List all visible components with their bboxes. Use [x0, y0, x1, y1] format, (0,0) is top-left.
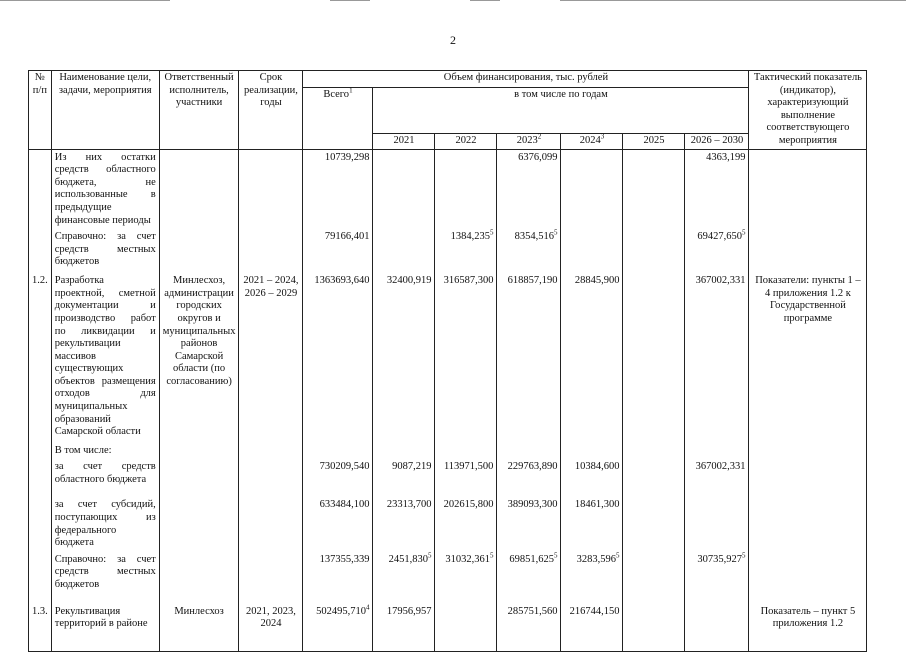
row-value-2025 — [623, 229, 685, 273]
row-term: 2021, 2023, 2024 — [239, 604, 303, 652]
scan-edge-line — [470, 0, 500, 1]
row-responsible — [159, 149, 239, 229]
row-value-2026-2030 — [685, 497, 749, 551]
row-value-2024: 28845,900 — [561, 273, 623, 459]
row-value-2022: 31032,361$^5$ — [435, 552, 497, 604]
row-value-2025 — [623, 273, 685, 459]
financing-table — [28, 70, 867, 652]
header-number: № п/п — [29, 71, 52, 150]
header-year: 2025 — [623, 133, 685, 149]
table-row — [29, 552, 867, 604]
row-value-2023: 229763,890 — [497, 459, 561, 497]
row-value-2025 — [623, 552, 685, 604]
row-number — [29, 497, 52, 551]
header-year: 2021 — [373, 133, 435, 149]
row-term — [239, 229, 303, 273]
row-value-2024 — [561, 149, 623, 229]
row-responsible: Минлесхоз, администрации городских округов и муниципальных районов Самарской области (по согласованию) — [159, 273, 239, 459]
table-body — [29, 149, 867, 652]
row-value-2023: 69851,625$^5$ — [497, 552, 561, 604]
table-row — [29, 229, 867, 273]
row-name: Рекультивация территорий в районе — [51, 604, 159, 652]
row-total: 1363693,640 — [303, 273, 373, 459]
row-note: В том числе: — [54, 444, 112, 456]
page-number: 2 — [450, 33, 456, 47]
scan-edge-line — [0, 0, 170, 1]
row-value-2022: 202615,800 — [435, 497, 497, 551]
header-by-years: в том числе по годам — [373, 88, 749, 134]
row-value-2025 — [623, 604, 685, 652]
row-value-2021 — [373, 149, 435, 229]
table-row — [29, 149, 867, 229]
row-value-2021: 23313,700 — [373, 497, 435, 551]
row-responsible — [159, 497, 239, 551]
row-number — [29, 459, 52, 497]
row-indicator — [749, 497, 867, 551]
row-value-2021: 9087,219 — [373, 459, 435, 497]
row-number: 1.3. — [29, 604, 52, 652]
row-value-2024: 18461,300 — [561, 497, 623, 551]
row-name: за счет субсидий, поступающих из федерального бюджета — [51, 497, 159, 551]
row-value-2024 — [561, 229, 623, 273]
row-total: 137355,339 — [303, 552, 373, 604]
row-responsible — [159, 552, 239, 604]
row-name: Справочно: за счет средств местных бюджетов — [51, 552, 159, 604]
row-indicator — [749, 229, 867, 273]
header-total: Всего$^1$ — [303, 88, 373, 150]
row-value-2023: 389093,300 — [497, 497, 561, 551]
row-responsible — [159, 229, 239, 273]
row-value-2023: 8354,516$^5$ — [497, 229, 561, 273]
row-number — [29, 229, 52, 273]
row-value-2025 — [623, 149, 685, 229]
row-total: 10739,298 — [303, 149, 373, 229]
row-name: Справочно: за счет средств местных бюджетов — [51, 229, 159, 273]
row-value-2021: 2451,830$^5$ — [373, 552, 435, 604]
row-responsible — [159, 459, 239, 497]
row-term — [239, 552, 303, 604]
header-year: 2022 — [435, 133, 497, 149]
row-term — [239, 149, 303, 229]
row-indicator: Показатели: пункты 1 – 4 приложения 1.2 к Государственной программе — [749, 273, 867, 459]
header-name: Наименование цели, задачи, мероприятия — [51, 71, 159, 150]
row-value-2026-2030: 69427,650$^5$ — [685, 229, 749, 273]
header-term: Срок реализации, годы — [239, 71, 303, 150]
row-term: 2021 – 2024, 2026 – 2029 — [239, 273, 303, 459]
header-responsible: Ответственный исполнитель, участники — [159, 71, 239, 150]
row-indicator — [749, 149, 867, 229]
header-year: 2026 – 2030 — [685, 133, 749, 149]
row-value-2022 — [435, 604, 497, 652]
header-indicator: Тактический показатель (индикатор), характеризующий выполнение соответствующего мероприятия — [749, 71, 867, 150]
row-name: за счет средств областного бюджета — [51, 459, 159, 497]
row-value-2024: 216744,150 — [561, 604, 623, 652]
header-year: 2024$^3$ — [561, 133, 623, 149]
row-value-2026-2030 — [685, 604, 749, 652]
scan-edge-line — [560, 0, 906, 1]
row-total: 502495,710$^4$ — [303, 604, 373, 652]
row-indicator — [749, 552, 867, 604]
row-indicator: Показатель – пункт 5 приложения 1.2 — [749, 604, 867, 652]
row-value-2026-2030: 4363,199 — [685, 149, 749, 229]
header-financing: Объем финансирования, тыс. рублей — [303, 71, 749, 88]
row-value-2026-2030: 367002,331 — [685, 459, 749, 497]
row-value-2026-2030: 30735,927$^5$ — [685, 552, 749, 604]
row-value-2024: 3283,596$^5$ — [561, 552, 623, 604]
row-value-2026-2030: 367002,331 — [685, 273, 749, 459]
table-row — [29, 273, 867, 459]
row-responsible: Минлесхоз — [159, 604, 239, 652]
row-name: Разработка проектной, сметной документации и производство работ по ликвидации и рекультивации массивов существующих объектов размещения отходов для муниципальных образований Самарской области В том числе: — [51, 273, 159, 459]
row-value-2022: 316587,300 — [435, 273, 497, 459]
row-value-2023: 618857,190 — [497, 273, 561, 459]
row-value-2021: 17956,957 — [373, 604, 435, 652]
row-total: 633484,100 — [303, 497, 373, 551]
row-value-2022: 1384,235$^5$ — [435, 229, 497, 273]
row-name: Из них остатки средств областного бюджета, не использованные в предыдущие финансовые периоды — [51, 149, 159, 229]
row-value-2025 — [623, 459, 685, 497]
row-value-2021 — [373, 229, 435, 273]
row-value-2023: 6376,099 — [497, 149, 561, 229]
table-row — [29, 604, 867, 652]
row-value-2022 — [435, 149, 497, 229]
row-total: 79166,401 — [303, 229, 373, 273]
row-number — [29, 552, 52, 604]
row-value-2025 — [623, 497, 685, 551]
row-term — [239, 497, 303, 551]
row-number — [29, 149, 52, 229]
table-row — [29, 497, 867, 551]
table-row — [29, 459, 867, 497]
row-value-2024: 10384,600 — [561, 459, 623, 497]
row-value-2021: 32400,919 — [373, 273, 435, 459]
scan-edge-line — [330, 0, 370, 1]
row-value-2022: 113971,500 — [435, 459, 497, 497]
row-value-2023: 285751,560 — [497, 604, 561, 652]
row-number: 1.2. — [29, 273, 52, 459]
row-term — [239, 459, 303, 497]
row-indicator — [749, 459, 867, 497]
row-total: 730209,540 — [303, 459, 373, 497]
header-year: 2023$^2$ — [497, 133, 561, 149]
